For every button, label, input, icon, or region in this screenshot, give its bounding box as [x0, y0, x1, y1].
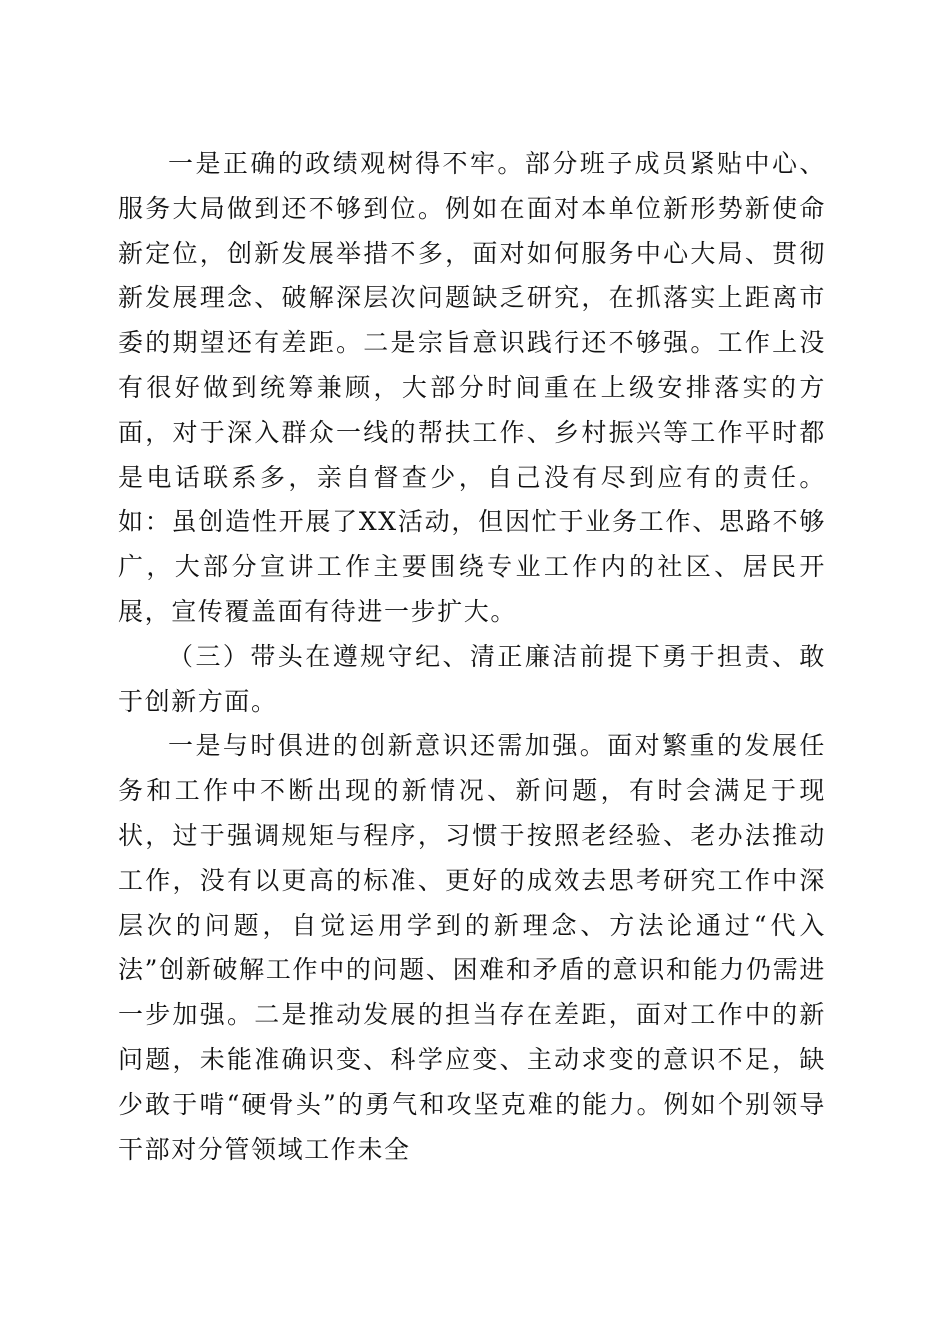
- document-body: [118, 142, 826, 1172]
- paragraph-political-performance: 一是正确的政绩观树得不牢。部分班子成员紧贴中心、服务大局做到还不够到位。例如在面对本单位新形势新使命新定位，创新发展举措不多，面对如何服务中心大局、贯彻新发展理念、破解深层次问题缺乏研究，在抓落实上距离市委的期望还有差距。二是宗旨意识践行还不够强。工作上没有很好做到统筹兼顾，大部分时间重在上级安排落实的方面，对于深入群众一线的帮扶工作、乡村振兴等工作平时都是电话联系多，亲自督查少，自己没有尽到应有的责任。如：虽创造性开展了XX活动，但因忙于业务工作、思路不够广，大部分宣讲工作主要围绕专业工作内的社区、居民开展，宣传覆盖面有待进一步扩大。: [118, 149, 826, 626]
- paragraph-innovation-awareness: 一是与时俱进的创新意识还需加强。面对繁重的发展任务和工作中不断出现的新情况、新问题，有时会满足于现状，过于强调规矩与程序，习惯于按照老经验、老办法推动工作，没有以更高的标准、更好的成效去思考研究工作中深层次的问题，自觉运用学到的新理念、方法论通过“代入法”创新破解工作中的问题、困难和矛盾的意识和能力仍需进一步加强。二是推动发展的担当存在差距，面对工作中的新问题，未能准确识变、科学应变、主动求变的意识不足，缺少敢于啃“硬骨头”的勇气和攻坚克难的能力。例如个别领导干部对分管领域工作未全: [118, 731, 826, 1164]
- section-heading-three: （三）带头在遵规守纪、清正廉洁前提下勇于担责、敢于创新方面。: [118, 641, 826, 716]
